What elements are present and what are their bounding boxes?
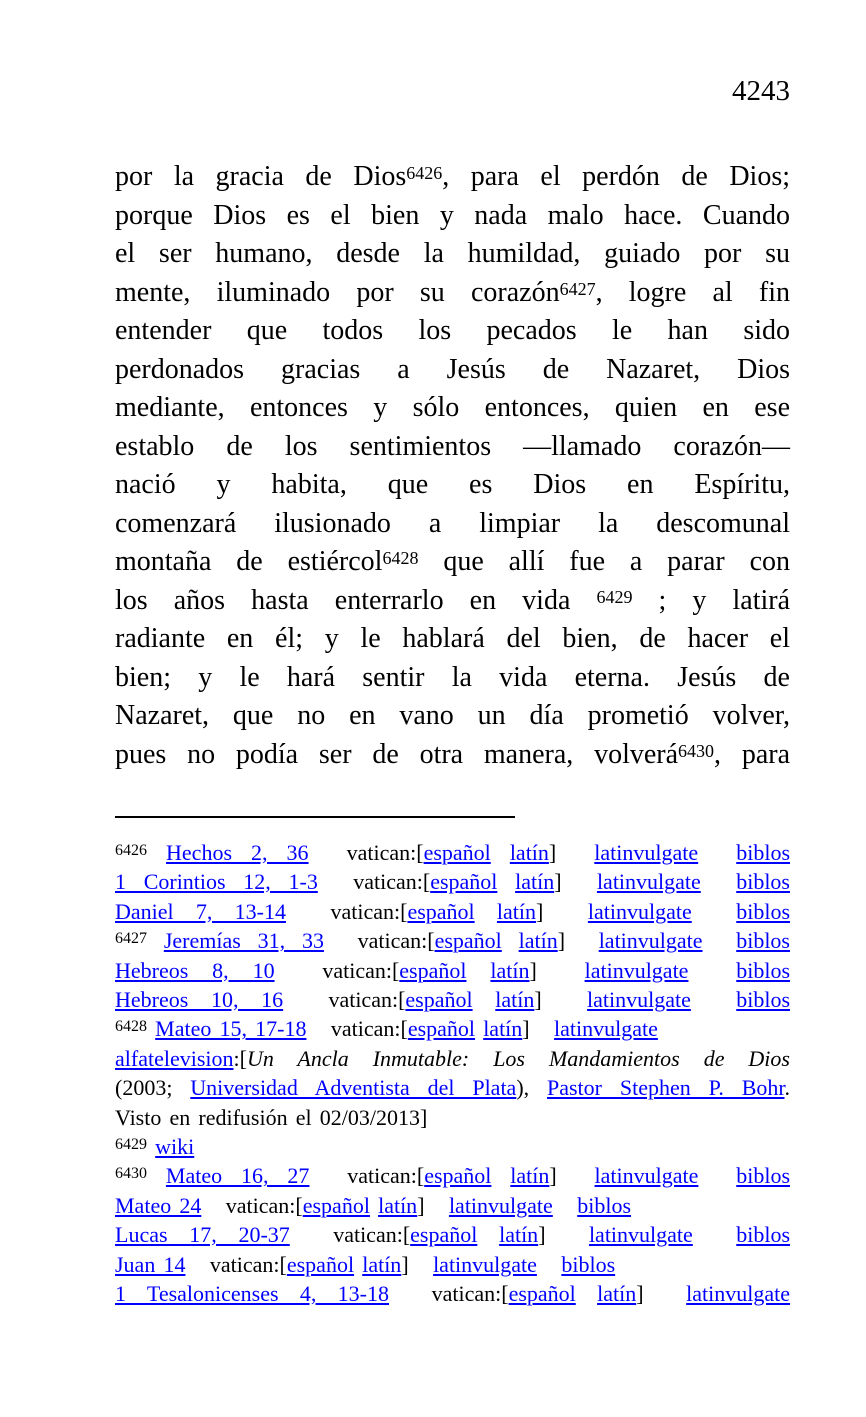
text-run [491,1163,510,1188]
link-latinvulgate[interactable]: latinvulgate [587,898,692,924]
link-español[interactable]: español [407,898,475,924]
text-run: ] [522,1016,555,1042]
text-run: ] [549,1163,595,1189]
text-run: que allí fue a parar con [418,546,790,577]
text-run [691,987,736,1012]
text-run: ] [636,1281,687,1307]
link-español[interactable]: español [399,957,467,983]
link-biblos[interactable]: biblos [736,1222,791,1248]
link-latín[interactable]: latín [509,840,549,865]
text-run: vatican:[ [306,1016,408,1042]
link-latinvulgate[interactable]: latinvulgate [587,987,691,1013]
footnote-line [115,956,790,985]
link-latín[interactable]: latín [496,898,537,924]
link-latinvulgate[interactable]: latinvulgate [433,1251,537,1277]
link-latinvulgate[interactable]: latinvulgate [598,928,703,954]
text-run: . [784,1075,790,1101]
link-español[interactable]: español [286,1251,355,1277]
link-biblos[interactable]: biblos [561,1251,616,1277]
footnote-line [115,1132,790,1161]
link-latín[interactable]: latín [362,1251,402,1277]
body-line [115,389,790,428]
link-lucas-17-20-37[interactable]: Lucas 17, 20-37 [115,1222,290,1248]
footnote-ref: 6428 [382,548,419,568]
text-run: ), [516,1075,547,1101]
text-run: , logre al fin [595,276,791,308]
footnote-line [115,897,790,926]
footnote-ref: 6429 [596,586,633,607]
text-run: vatican:[ [201,1192,303,1218]
text-run: ] [548,840,595,865]
link-español[interactable]: español [302,1192,370,1218]
link-latinvulgate[interactable]: latinvulgate [686,1281,791,1307]
text-run: vatican:[ [289,1222,411,1248]
body-line [115,235,790,274]
text-run [497,869,515,894]
link-español[interactable]: español [434,928,502,954]
text-run: ; y latirá [632,584,791,616]
link-latín[interactable]: latín [490,957,530,983]
body-line [115,736,790,775]
text-run [477,1222,499,1247]
link-hechos-2-36[interactable]: Hechos 2, 36 [166,840,309,865]
body-line [115,197,790,236]
link-alfatelevision[interactable]: alfatelevision [115,1045,234,1071]
link-español[interactable]: español [508,1281,576,1307]
text-run: vatican:[ [185,1251,287,1277]
link-biblos[interactable]: biblos [736,840,791,865]
link-biblos[interactable]: biblos [577,1192,632,1218]
text-run: (2003; [115,1075,191,1101]
footnote-ref: 6430 [678,740,715,761]
link-1-corintios-12-1-3[interactable]: 1 Corintios 12, 1-3 [115,869,318,895]
footnote-number: 6430 [115,1165,147,1183]
text-run: :[ [233,1045,247,1071]
text-run [576,1281,597,1306]
text-run: ] [529,957,585,983]
link-universidad-adventista-del-plata[interactable]: Universidad Adventista del Plata [190,1075,517,1101]
footnote-number: 6428 [115,1018,147,1036]
body-line [115,274,790,313]
link-biblos[interactable]: biblos [736,898,791,924]
footnote-line [115,867,790,896]
body-line [115,659,790,698]
footnote-line [115,1073,790,1102]
link-hebreos-10-16[interactable]: Hebreos 10, 16 [115,987,284,1013]
link-latín[interactable]: latín [597,1281,637,1307]
link-latinvulgate[interactable]: latinvulgate [596,869,701,895]
footnote-line [115,1103,790,1132]
link-español[interactable]: español [405,987,473,1013]
link-jeremías-31-33[interactable]: Jeremías 31, 33 [163,928,324,954]
link-latín[interactable]: latín [499,1222,539,1248]
text-run: ] [554,869,597,895]
body-line [115,620,790,659]
link-juan-14[interactable]: Juan 14 [115,1251,186,1277]
link-latinvulgate[interactable]: latinvulgate [594,840,699,865]
text-run: ] [417,1192,449,1218]
text-run: radiante en él; y le hablará del bien, de hacer el [115,623,790,654]
footnote-line [115,1014,790,1043]
footnote-line [115,1161,790,1190]
text-run [370,1193,378,1218]
text-run [475,899,497,924]
text-run [491,840,510,865]
text-run: porque Dios es el bien y nada malo hace. Cuando [115,199,790,231]
footnote-number: 6426 [115,842,147,859]
footnote-line [115,1250,790,1279]
text-run: vatican:[ [323,928,435,954]
footnote-ref: 6426 [406,163,443,183]
text-run [698,840,736,865]
text-run: vatican:[ [317,869,431,895]
link-latinvulgate[interactable]: latinvulgate [448,1192,553,1218]
link-mateo-16-27[interactable]: Mateo 16, 27 [165,1163,310,1189]
text-run: los años hasta enterrarlo en vida [115,584,597,616]
text-run: pues no podía ser de otra manera, volverá [115,738,679,770]
text-run [703,928,737,953]
link-daniel-7-13-14[interactable]: Daniel 7, 13-14 [115,898,286,924]
footnote-number: 6429 [115,1136,147,1154]
text-run: ] [536,898,588,924]
footnote-line [115,1279,790,1308]
footnote-line [115,1044,790,1073]
text-run: vatican:[ [389,1281,509,1307]
link-español[interactable]: español [423,840,491,865]
text-run: comenzará ilusionado a limpiar la descomunal [115,507,790,539]
body-line [115,466,790,505]
body-line [115,697,790,736]
text-run [475,1016,483,1041]
italic-title: Un Ancla Inmutable: Los Mandamientos de Dios [246,1045,790,1071]
footnote-ref: 6427 [559,278,596,299]
text-run: por la gracia de Dios [115,161,407,192]
body-line [115,351,790,390]
text-run [467,958,491,983]
text-run: Visto en redifusión el 02/03/2013] [115,1104,428,1130]
link-biblos[interactable]: biblos [736,869,790,895]
link-español[interactable]: español [410,1222,478,1248]
link-biblos[interactable]: biblos [736,1163,791,1189]
footnote-line [115,838,790,867]
text-run: , para [714,738,791,770]
link-latín[interactable]: latín [510,1163,550,1189]
text-run [698,1163,736,1188]
text-run: mente, iluminado por su corazón [115,276,560,308]
footnote-line [115,1191,790,1220]
link-biblos[interactable]: biblos [736,957,791,983]
link-latín[interactable]: latín [483,1016,523,1042]
text-run: establo de los sentimientos —llamado corazón— [115,430,790,462]
text-run [473,987,496,1012]
body-line [115,428,790,467]
text-run: montaña de estiércol [115,546,383,577]
link-wiki[interactable]: wiki [155,1134,195,1160]
link-mateo-24[interactable]: Mateo 24 [115,1192,202,1218]
link-biblos[interactable]: biblos [736,928,790,954]
link-1-tesalonicenses-4-13-18[interactable]: 1 Tesalonicenses 4, 13-18 [115,1281,389,1307]
text-run: ] [534,987,588,1013]
link-latinvulgate[interactable]: latinvulgate [588,1222,693,1248]
body-line [115,543,790,582]
footnotes [115,838,790,1309]
text-run: bien; y le hará sentir la vida eterna. Jesús de [115,661,790,693]
link-latinvulgate[interactable]: latinvulgate [554,1016,658,1042]
text-run: perdonados gracias a Jesús de Nazaret, Dios [115,353,790,385]
body-line [115,582,790,621]
text-run [693,1222,736,1247]
text-run [553,1193,577,1218]
link-hebreos-8-10[interactable]: Hebreos 8, 10 [115,957,275,983]
text-run [537,1252,561,1277]
text-run [688,958,736,983]
text-run: Nazaret, que no en vano un día prometió volver, [115,700,790,731]
link-latín[interactable]: latín [518,928,558,954]
text-run [354,1252,362,1277]
link-español[interactable]: español [430,869,498,895]
footnote-line [115,985,790,1014]
link-latinvulgate[interactable]: latinvulgate [584,957,689,983]
text-run: ] [557,928,599,954]
link-latín[interactable]: latín [515,869,555,895]
link-latín[interactable]: latín [495,987,535,1013]
footnote-line [115,926,790,955]
text-run: , para el perdón de Dios; [442,161,790,192]
link-latinvulgate[interactable]: latinvulgate [594,1163,699,1189]
text-run: vatican:[ [283,987,406,1013]
text-run: vatican:[ [274,957,400,983]
link-pastor-stephen-p-bohr[interactable]: Pastor Stephen P. Bohr [547,1075,785,1101]
text-run: ] [401,1251,434,1277]
link-español[interactable]: español [424,1163,492,1189]
text-run: nació y habita, que es Dios en Espíritu, [115,469,790,500]
text-run [701,869,736,894]
footnote-number: 6427 [115,930,147,948]
text-run: ] [538,1222,589,1248]
body-line [115,312,790,351]
link-latín[interactable]: latín [378,1192,418,1218]
text-run: vatican:[ [308,840,424,865]
link-español[interactable]: español [407,1016,476,1042]
link-mateo-15-17-18[interactable]: Mateo 15, 17-18 [155,1016,307,1042]
text-run: vatican:[ [285,898,408,924]
page-number: 4243 [732,75,790,107]
body-paragraph [115,158,790,774]
text-run: el ser humano, desde la humildad, guiado por su [115,238,790,269]
text-run [502,928,519,953]
text-run [692,899,737,924]
body-line [115,158,790,197]
body-line [115,505,790,544]
text-run: mediante, entonces y sólo entonces, quien en ese [115,392,790,423]
link-biblos[interactable]: biblos [736,987,791,1013]
footnote-line [115,1220,790,1249]
footnote-separator [115,816,515,818]
text-run: vatican:[ [309,1163,425,1189]
text-run: entender que todos los pecados le han sido [115,315,790,346]
